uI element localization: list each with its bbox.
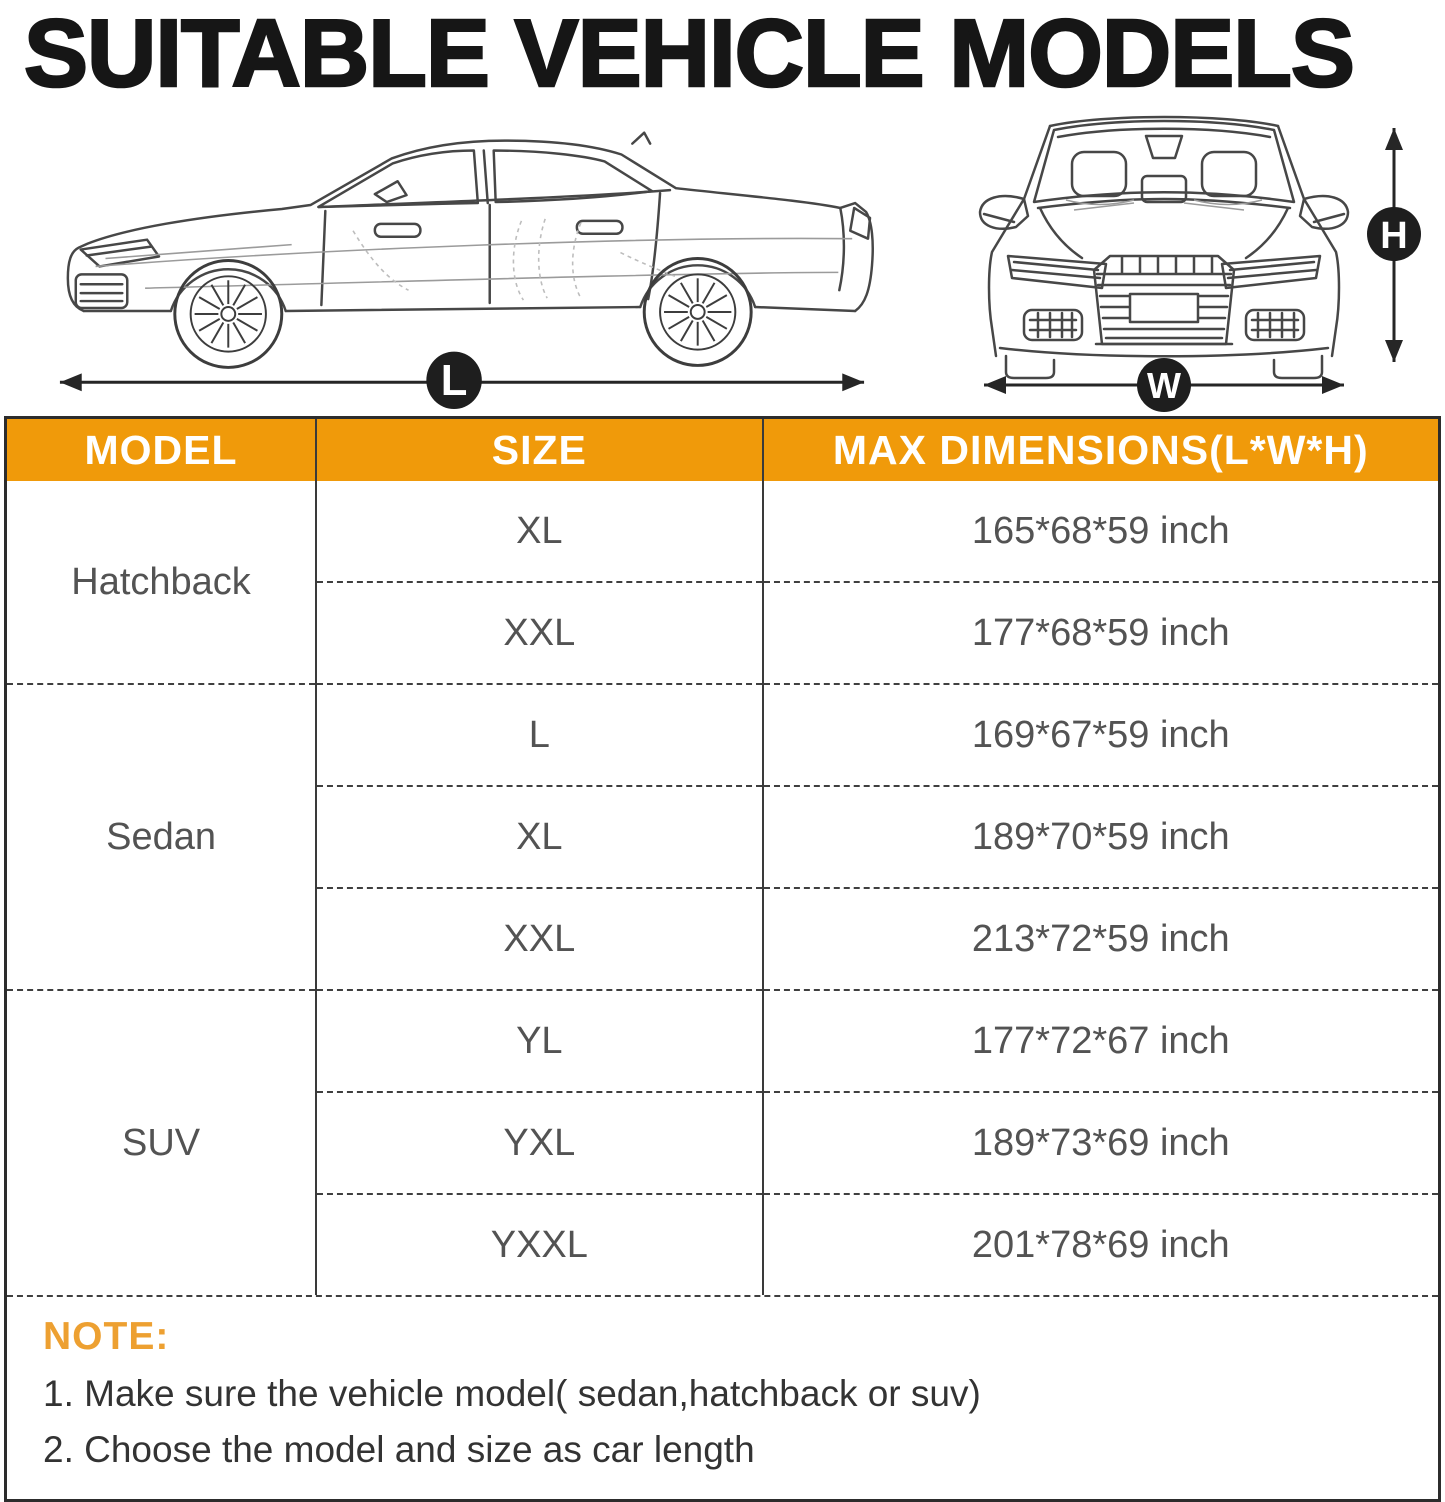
dims-cell: 165*68*59 inch	[763, 481, 1438, 582]
size-cell: XXL	[316, 582, 762, 684]
size-cell: YXL	[316, 1092, 762, 1194]
col-header-size: SIZE	[316, 419, 762, 481]
car-front-outline	[980, 117, 1348, 378]
table-row	[7, 990, 1438, 1092]
model-cell-hatchback: Hatchback	[71, 560, 251, 603]
note-heading: NOTE:	[43, 1315, 170, 1358]
dims-cell: 189*70*59 inch	[763, 786, 1438, 888]
page-title: SUITABLE VEHICLE MODELS	[24, 0, 1354, 107]
front-view-figure	[954, 104, 1434, 414]
length-label: L	[440, 357, 468, 406]
note-section	[7, 1295, 1438, 1499]
size-table-panel	[4, 416, 1441, 1502]
size-cell: XL	[316, 481, 762, 582]
model-cell-sedan: Sedan	[7, 684, 316, 990]
size-cell: YXXL	[316, 1194, 762, 1295]
height-label: H	[1380, 215, 1408, 257]
dims-cell: 189*73*69 inch	[763, 1092, 1438, 1194]
col-header-dims: MAX DIMENSIONS(L*W*H)	[763, 419, 1438, 481]
car-body-outline	[68, 133, 873, 311]
side-view-figure	[26, 104, 898, 411]
width-arrow	[984, 358, 1344, 412]
dims-cell: 169*67*59 inch	[763, 684, 1438, 786]
model-cell-suv: SUV	[7, 990, 316, 1295]
front-wheel	[175, 260, 282, 367]
side-view-car-illustration	[26, 104, 898, 411]
note-line-2: 2. Choose the model and size as car length	[43, 1429, 755, 1470]
size-cell: XXL	[316, 888, 762, 990]
dims-cell: 201*78*69 inch	[763, 1194, 1438, 1295]
size-cell: YL	[316, 990, 762, 1092]
height-arrow	[1367, 128, 1421, 362]
rear-wheel	[644, 258, 751, 365]
table-row	[7, 684, 1438, 786]
size-cell: L	[316, 684, 762, 786]
note-line-1: 1. Make sure the vehicle model( sedan,hatchback or suv)	[43, 1373, 981, 1414]
col-header-model: MODEL	[7, 419, 316, 481]
size-cell: XL	[316, 786, 762, 888]
dims-cell: 177*72*67 inch	[763, 990, 1438, 1092]
length-arrow	[60, 352, 864, 409]
dims-cell: 213*72*59 inch	[763, 888, 1438, 990]
interior-detail	[353, 219, 675, 300]
table-row	[7, 481, 1438, 582]
vehicle-diagrams	[0, 102, 1445, 416]
width-label: W	[1147, 365, 1181, 406]
table-header-row	[7, 419, 1438, 481]
dims-cell: 177*68*59 inch	[763, 582, 1438, 684]
size-table	[7, 419, 1438, 1295]
front-view-car-illustration	[954, 104, 1434, 414]
